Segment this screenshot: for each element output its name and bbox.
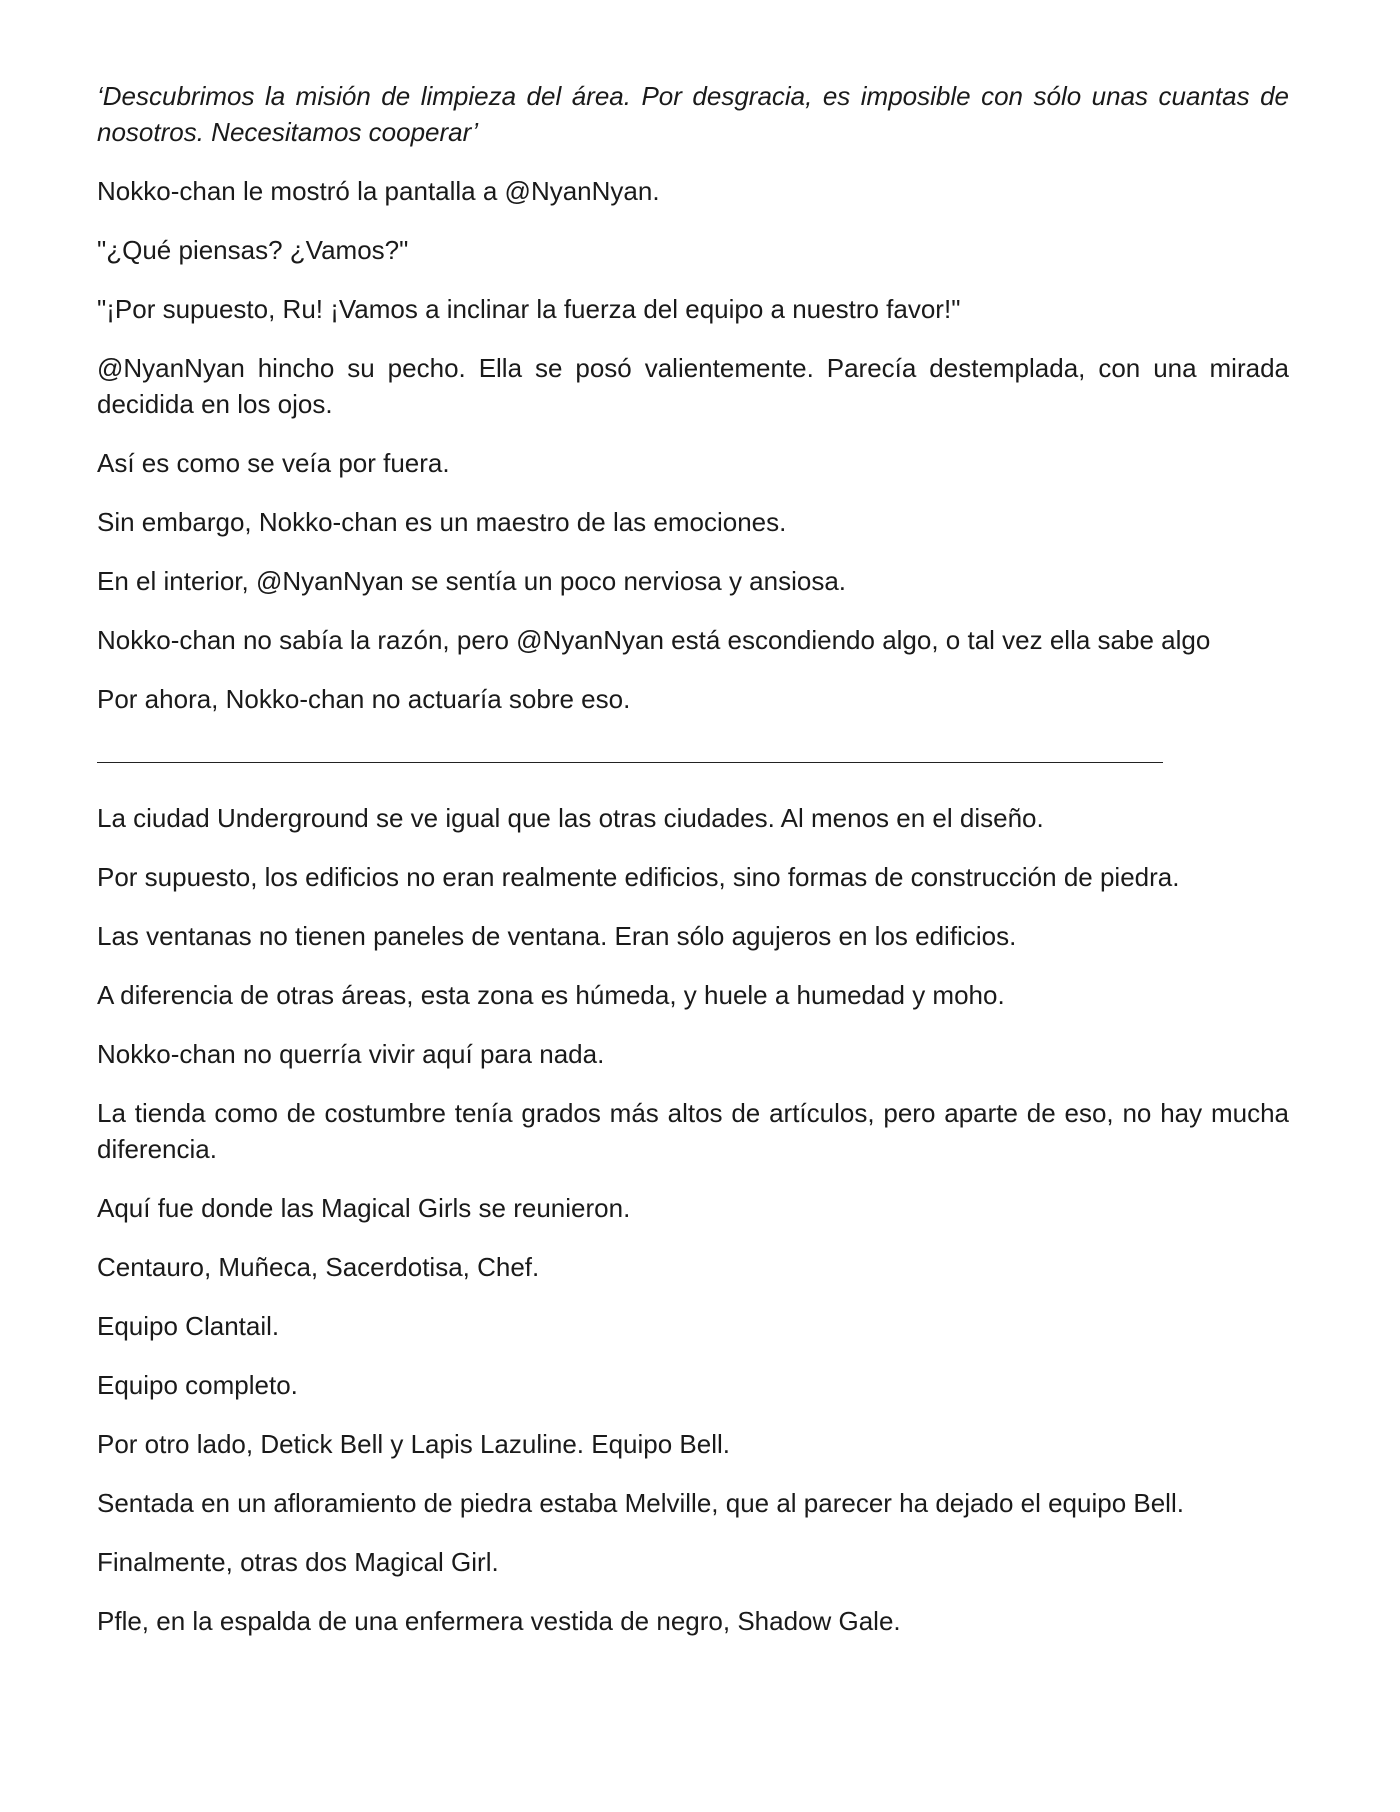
paragraph: Equipo completo.: [97, 1370, 298, 1400]
section-divider: [97, 762, 1163, 763]
paragraph: Equipo Clantail.: [97, 1311, 280, 1341]
paragraph: La ciudad Underground se ve igual que las otras ciudades. Al menos en el diseño.: [97, 803, 1044, 833]
paragraph: Aquí fue donde las Magical Girls se reunieron.: [97, 1193, 631, 1223]
paragraph: Nokko-chan le mostró la pantalla a @NyanNyan.: [97, 176, 660, 206]
paragraph: Nokko-chan no sabía la razón, pero @NyanNyan está escondiendo algo, o tal vez ella sabe algo: [97, 625, 1211, 655]
paragraph: Pfle, en la espalda de una enfermera vestida de negro, Shadow Gale.: [97, 1606, 901, 1636]
paragraph: Sentada en un afloramiento de piedra estaba Melville, que al parecer ha dejado el equipo Bell.: [97, 1488, 1184, 1518]
paragraph: "¡Por supuesto, Ru! ¡Vamos a inclinar la fuerza del equipo a nuestro favor!": [97, 294, 961, 324]
paragraph: En el interior, @NyanNyan se sentía un poco nerviosa y ansiosa.: [97, 566, 847, 596]
paragraph: Así es como se veía por fuera.: [97, 448, 450, 478]
paragraph: Por otro lado, Detick Bell y Lapis Lazuline. Equipo Bell.: [97, 1429, 731, 1459]
paragraph: Por ahora, Nokko-chan no actuaría sobre eso.: [97, 684, 631, 714]
paragraph: Sin embargo, Nokko-chan es un maestro de las emociones.: [97, 507, 787, 537]
paragraph: ‘Descubrimos la misión de limpieza del área. Por desgracia, es imposible con sólo unas cuantas de nosotros. Necesitamos cooperar’: [97, 81, 1289, 147]
paragraph: Las ventanas no tienen paneles de ventana. Eran sólo agujeros en los edificios.: [97, 921, 1017, 951]
paragraph: @NyanNyan hincho su pecho. Ella se posó valientemente. Parecía destemplada, con una mirada decidida en los ojos.: [97, 353, 1289, 419]
paragraph: A diferencia de otras áreas, esta zona es húmeda, y huele a humedad y moho.: [97, 980, 1005, 1010]
paragraph: Finalmente, otras dos Magical Girl.: [97, 1547, 499, 1577]
paragraph: La tienda como de costumbre tenía grados más altos de artículos, pero aparte de eso, no hay mucha diferencia.: [97, 1098, 1289, 1164]
paragraph: "¿Qué piensas? ¿Vamos?": [97, 235, 409, 265]
document-page: [97, 78, 1289, 1662]
paragraph: Centauro, Muñeca, Sacerdotisa, Chef.: [97, 1252, 540, 1282]
paragraph: Nokko-chan no querría vivir aquí para nada.: [97, 1039, 605, 1069]
paragraph: Por supuesto, los edificios no eran realmente edificios, sino formas de construcción de piedra.: [97, 862, 1180, 892]
